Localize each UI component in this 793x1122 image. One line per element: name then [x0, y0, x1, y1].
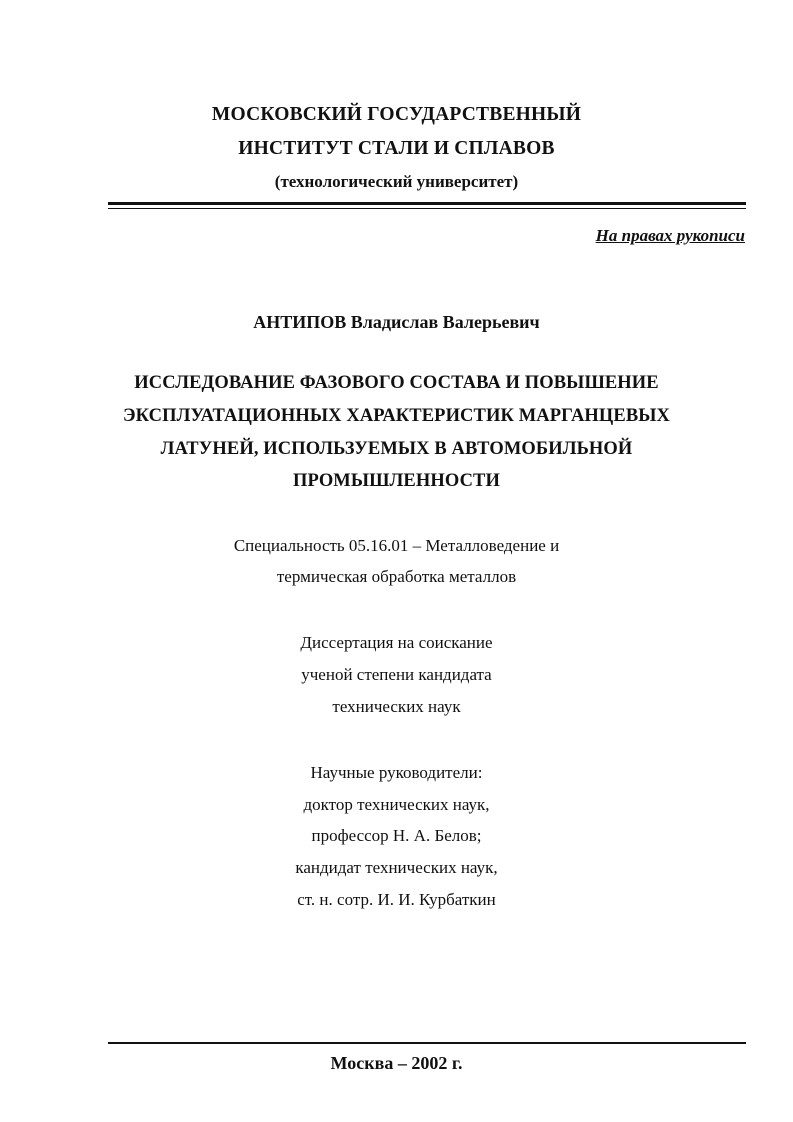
institution-line-3: (технологический университет) [274, 172, 519, 191]
institution-line-1: МОСКОВСКИЙ ГОСУДАРСТВЕННЫЙ [211, 104, 582, 125]
advisors-line-3: профессор Н. А. Белов; [311, 826, 482, 845]
advisors-line-2: доктор технических наук, [303, 795, 490, 814]
footer-rule [108, 1042, 746, 1044]
advisors-line-5: ст. н. сотр. И. И. Курбаткин [297, 890, 496, 909]
title-line-2: ЭКСПЛУАТАЦИОННЫХ ХАРАКТЕРИСТИК МАРГАНЦЕВЫХ [122, 406, 671, 426]
dissertation-line-2: ученой степени кандидата [301, 665, 492, 684]
dissertation-line-3: технических наук [332, 697, 461, 716]
header-rule-thick [108, 202, 746, 205]
institution-line-2: ИНСТИТУТ СТАЛИ И СПЛАВОВ [238, 138, 555, 159]
rights-note: На правах рукописи [595, 226, 745, 245]
advisors-line-4: кандидат технических наук, [295, 858, 498, 877]
header-rule-thin [108, 208, 746, 209]
author-name: АНТИПОВ Владислав Валерьевич [253, 312, 540, 332]
title-line-1: ИССЛЕДОВАНИЕ ФАЗОВОГО СОСТАВА И ПОВЫШЕНИЕ [134, 373, 659, 393]
city-year: Москва – 2002 г. [330, 1053, 463, 1073]
advisors-line-1: Научные руководители: [310, 763, 483, 782]
specialty-line-2: термическая обработка металлов [276, 567, 517, 586]
title-line-4: ПРОМЫШЛЕННОСТИ [293, 471, 500, 491]
specialty-line-1: Специальность 05.16.01 – Металловедение и [233, 536, 560, 555]
title-line-3: ЛАТУНЕЙ, ИСПОЛЬЗУЕМЫХ В АВТОМОБИЛЬНОЙ [160, 439, 633, 459]
dissertation-line-1: Диссертация на соискание [300, 633, 493, 652]
